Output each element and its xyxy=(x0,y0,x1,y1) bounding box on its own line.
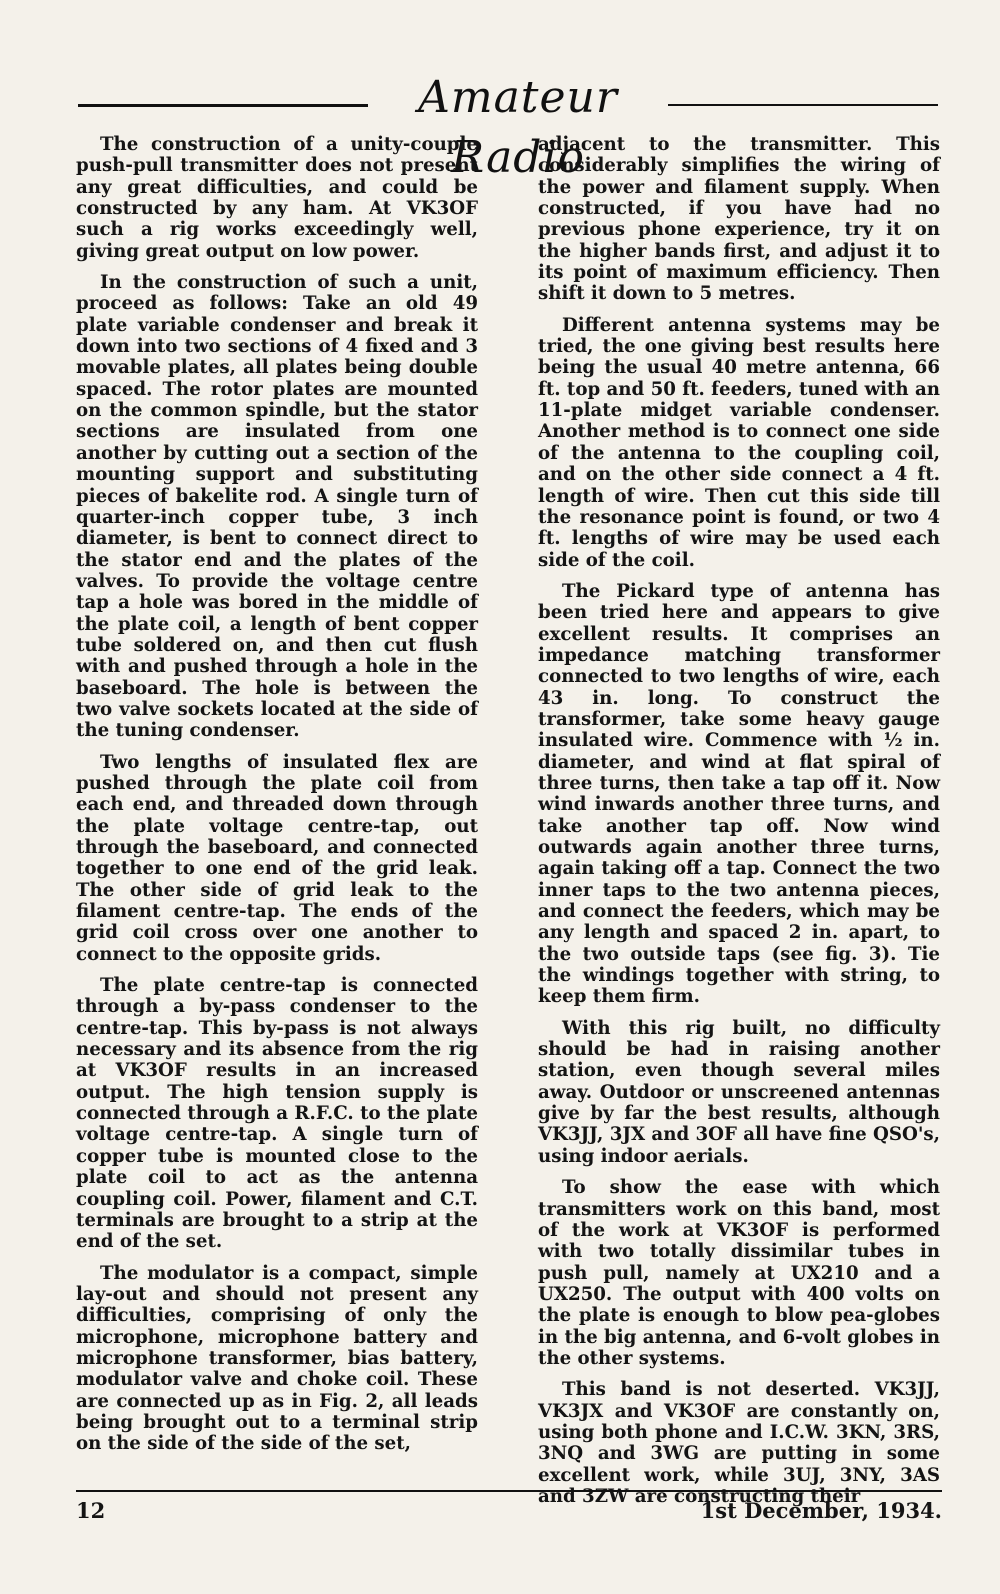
paragraph: The Pickard type of antenna has been tried here and appears to give excellent results. It comprises an impedance matching transformer connected to two lengths of wire, each 43 in. long. To construct the transformer, take some heavy gauge insulated wire. Commence with ½ in. diameter, and wind at flat spiral of three turns, then take a tap off it. Now wind inwards another three turns, and take another tap off. Now wind outwards again another three turns, again taking off a tap. Connect the two inner taps to the two antenna pieces, and connect the feeders, which may be any length and spaced 2 in. apart, to the two outside taps (see fig. 3). Tie the windings together with string, to keep them firm. xyxy=(538,580,940,1008)
paragraph: With this rig built, no difficulty should be had in raising another station, even though several miles away. Outdoor or unscreened antennas give by far the best results, although VK3JJ, 3JX and 3OF all have fine QSO's, using indoor aerials. xyxy=(538,1017,940,1167)
paragraph: The modulator is a compact, simple lay-out and should not present any difficulties, comprising of only the microphone, microphone battery and microphone transformer, bias battery, modulator valve and choke coil. These are connected up as in Fig. 2, all leads being brought out to a terminal strip on the side of the side of the set, xyxy=(76,1262,478,1455)
paragraph-continuation: adjacent to the transmitter. This considerably simplifies the wiring of the power and filament supply. When constructed, if you have had no previous phone experience, try it on the higher bands first, and adjust it to its point of maximum efficiency. Then shift it down to 5 metres. xyxy=(538,134,940,305)
paragraph: This band is not deserted. VK3JJ, VK3JX and VK3OF are constantly on, using both phone and I.C.W. 3KN, 3RS, 3NQ and 3WG are putting in some excellent work, while 3UJ, 3NY, 3AS and 3ZW are constructing their xyxy=(538,1379,940,1507)
paragraph: To show the ease with which transmitters work on this band, most of the work at VK3OF is performed with two totally dissimilar tubes in push pull, namely at UX210 and a UX250. The output with 400 volts on the plate is enough to blow pea-globes in the big antenna, and 6-volt globes in the other systems. xyxy=(538,1177,940,1369)
paragraph: The construction of a unity-couple push-pull transmitter does not present any great difficulties, and could be constructed by any ham. At VK3OF such a rig works exceedingly well, giving great output on low power. xyxy=(76,134,478,262)
masthead-title: Amateur Radio xyxy=(418,72,618,183)
paragraph: Different antenna systems may be tried, the one giving best results here being the usual 40 metre antenna, 66 ft. top and 50 ft. feeders, tuned with an 11-plate midget variable condenser. Another method is to connect one side of the antenna to the coupling coil, and on the other side connect a 4 ft. length of wire. Then cut this side till the resonance point is found, or two 4 ft. lengths of wire may be used each side of the coil. xyxy=(538,314,940,571)
paragraph: In the construction of such a unit, proceed as follows: Take an old 49 plate variable condenser and break it down into two sections of 4 fixed and 3 movable plates, all plates being double spaced. The rotor plates are mounted on the common spindle, but the stator sections are insulated from one another by cutting out a section of the mounting support and substituting pieces of bakelite rod. A single turn of quarter-inch copper tube, 3 inch diameter, is bent to connect direct to the stator end and the plates of the valves. To provide the voltage centre tap a hole was bored in the middle of the plate coil, a length of bent copper tube soldered on, and then cut flush with and pushed through a hole in the baseboard. The hole is between the two valve sockets located at the side of the tuning condenser. xyxy=(76,272,478,742)
footer-rule xyxy=(76,1490,942,1492)
paragraph: Two lengths of insulated flex are pushed through the plate coil from each end, and threaded down through the plate voltage centre-tap, out through the baseboard, and connected together to one end of the grid leak. The other side of grid leak to the filament centre-tap. The ends of the grid coil cross over one another to connect to the opposite grids. xyxy=(76,751,478,965)
masthead-rule-right xyxy=(668,104,938,106)
masthead-rule-left xyxy=(78,104,368,107)
page-number: 12 xyxy=(76,1498,106,1523)
page-footer xyxy=(76,1498,942,1528)
left-column xyxy=(76,134,478,1470)
paragraph: The plate centre-tap is connected through a by-pass condenser to the centre-tap. This by-pass is not always necessary and its absence from the rig at VK3OF results in an increased output. The high tension supply is connected through a R.F.C. to the plate voltage centre-tap. A single turn of copper tube is mounted close to the plate coil to act as the antenna coupling coil. Power, filament and C.T. terminals are brought to a strip at the end of the set. xyxy=(76,975,478,1253)
masthead xyxy=(78,66,938,183)
right-column xyxy=(538,134,940,1507)
issue-date: 1st December, 1934. xyxy=(700,1498,942,1523)
